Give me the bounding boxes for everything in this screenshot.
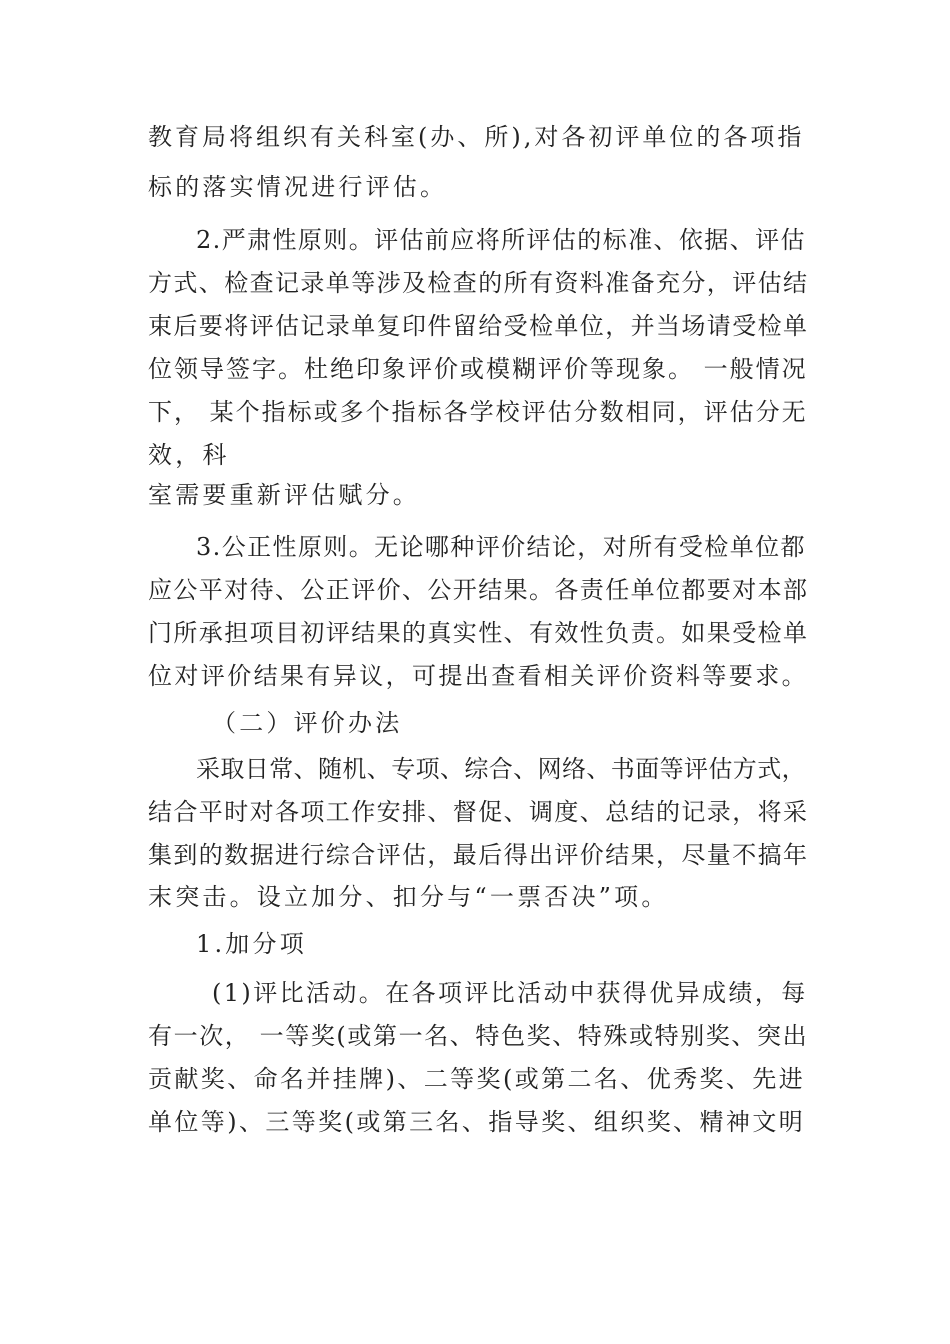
- text-line: 2.严肃性原则。评估前应将所评估的标准、依据、评估: [196, 226, 806, 254]
- section-heading: （二）评价办法: [212, 709, 403, 737]
- text-line: 下， 某个指标或多个指标各学校评估分数相同，评估分无: [148, 398, 808, 426]
- text-line: (1)评比活动。在各项评比活动中获得优异成绩，每: [212, 979, 808, 1007]
- text-line: 贡献奖、命名并挂牌)、二等奖(或第二名、优秀奖、先进: [148, 1065, 806, 1093]
- text-line: 单位等)、三等奖(或第三名、指导奖、组织奖、精神文明: [148, 1108, 806, 1136]
- text-line: 结合平时对各项工作安排、督促、调度、总结的记录，将采: [148, 798, 809, 826]
- text-line: 3.公正性原则。无论哪种评价结论，对所有受检单位都: [196, 533, 806, 561]
- text-line: 教育局将组织有关科室(办、所),对各初评单位的各项指: [148, 123, 805, 151]
- text-line: 位对评价结果有异议，可提出查看相关评价资料等要求。: [148, 662, 808, 690]
- text-line: 有一次， 一等奖(或第一名、特色奖、特殊或特别奖、突出: [148, 1022, 809, 1050]
- subsection-heading: 1.加分项: [196, 930, 307, 958]
- text-line: 采取日常、随机、专项、综合、网络、书面等评估方式，: [196, 755, 806, 783]
- text-line: 集到的数据进行综合评估，最后得出评价结果，尽量不搞年: [148, 841, 809, 869]
- text-line: 效，科: [148, 441, 230, 469]
- text-line: 末突击。设立加分、扣分与“一票否决”项。: [148, 883, 669, 911]
- text-line: 方式、检查记录单等涉及检查的所有资料准备充分，评估结: [148, 269, 809, 297]
- text-line: 门所承担项目初评结果的真实性、有效性负责。如果受检单: [148, 619, 809, 647]
- text-line: 位领导签字。杜绝印象评价或模糊评价等现象。 一般情况: [148, 355, 808, 383]
- text-line: 标的落实情况进行评估。: [148, 173, 448, 201]
- text-line: 室需要重新评估赋分。: [148, 481, 420, 509]
- text-line: 应公平对待、公正评价、公开结果。各责任单位都要对本部: [148, 576, 809, 604]
- text-line: 束后要将评估记录单复印件留给受检单位，并当场请受检单: [148, 312, 809, 340]
